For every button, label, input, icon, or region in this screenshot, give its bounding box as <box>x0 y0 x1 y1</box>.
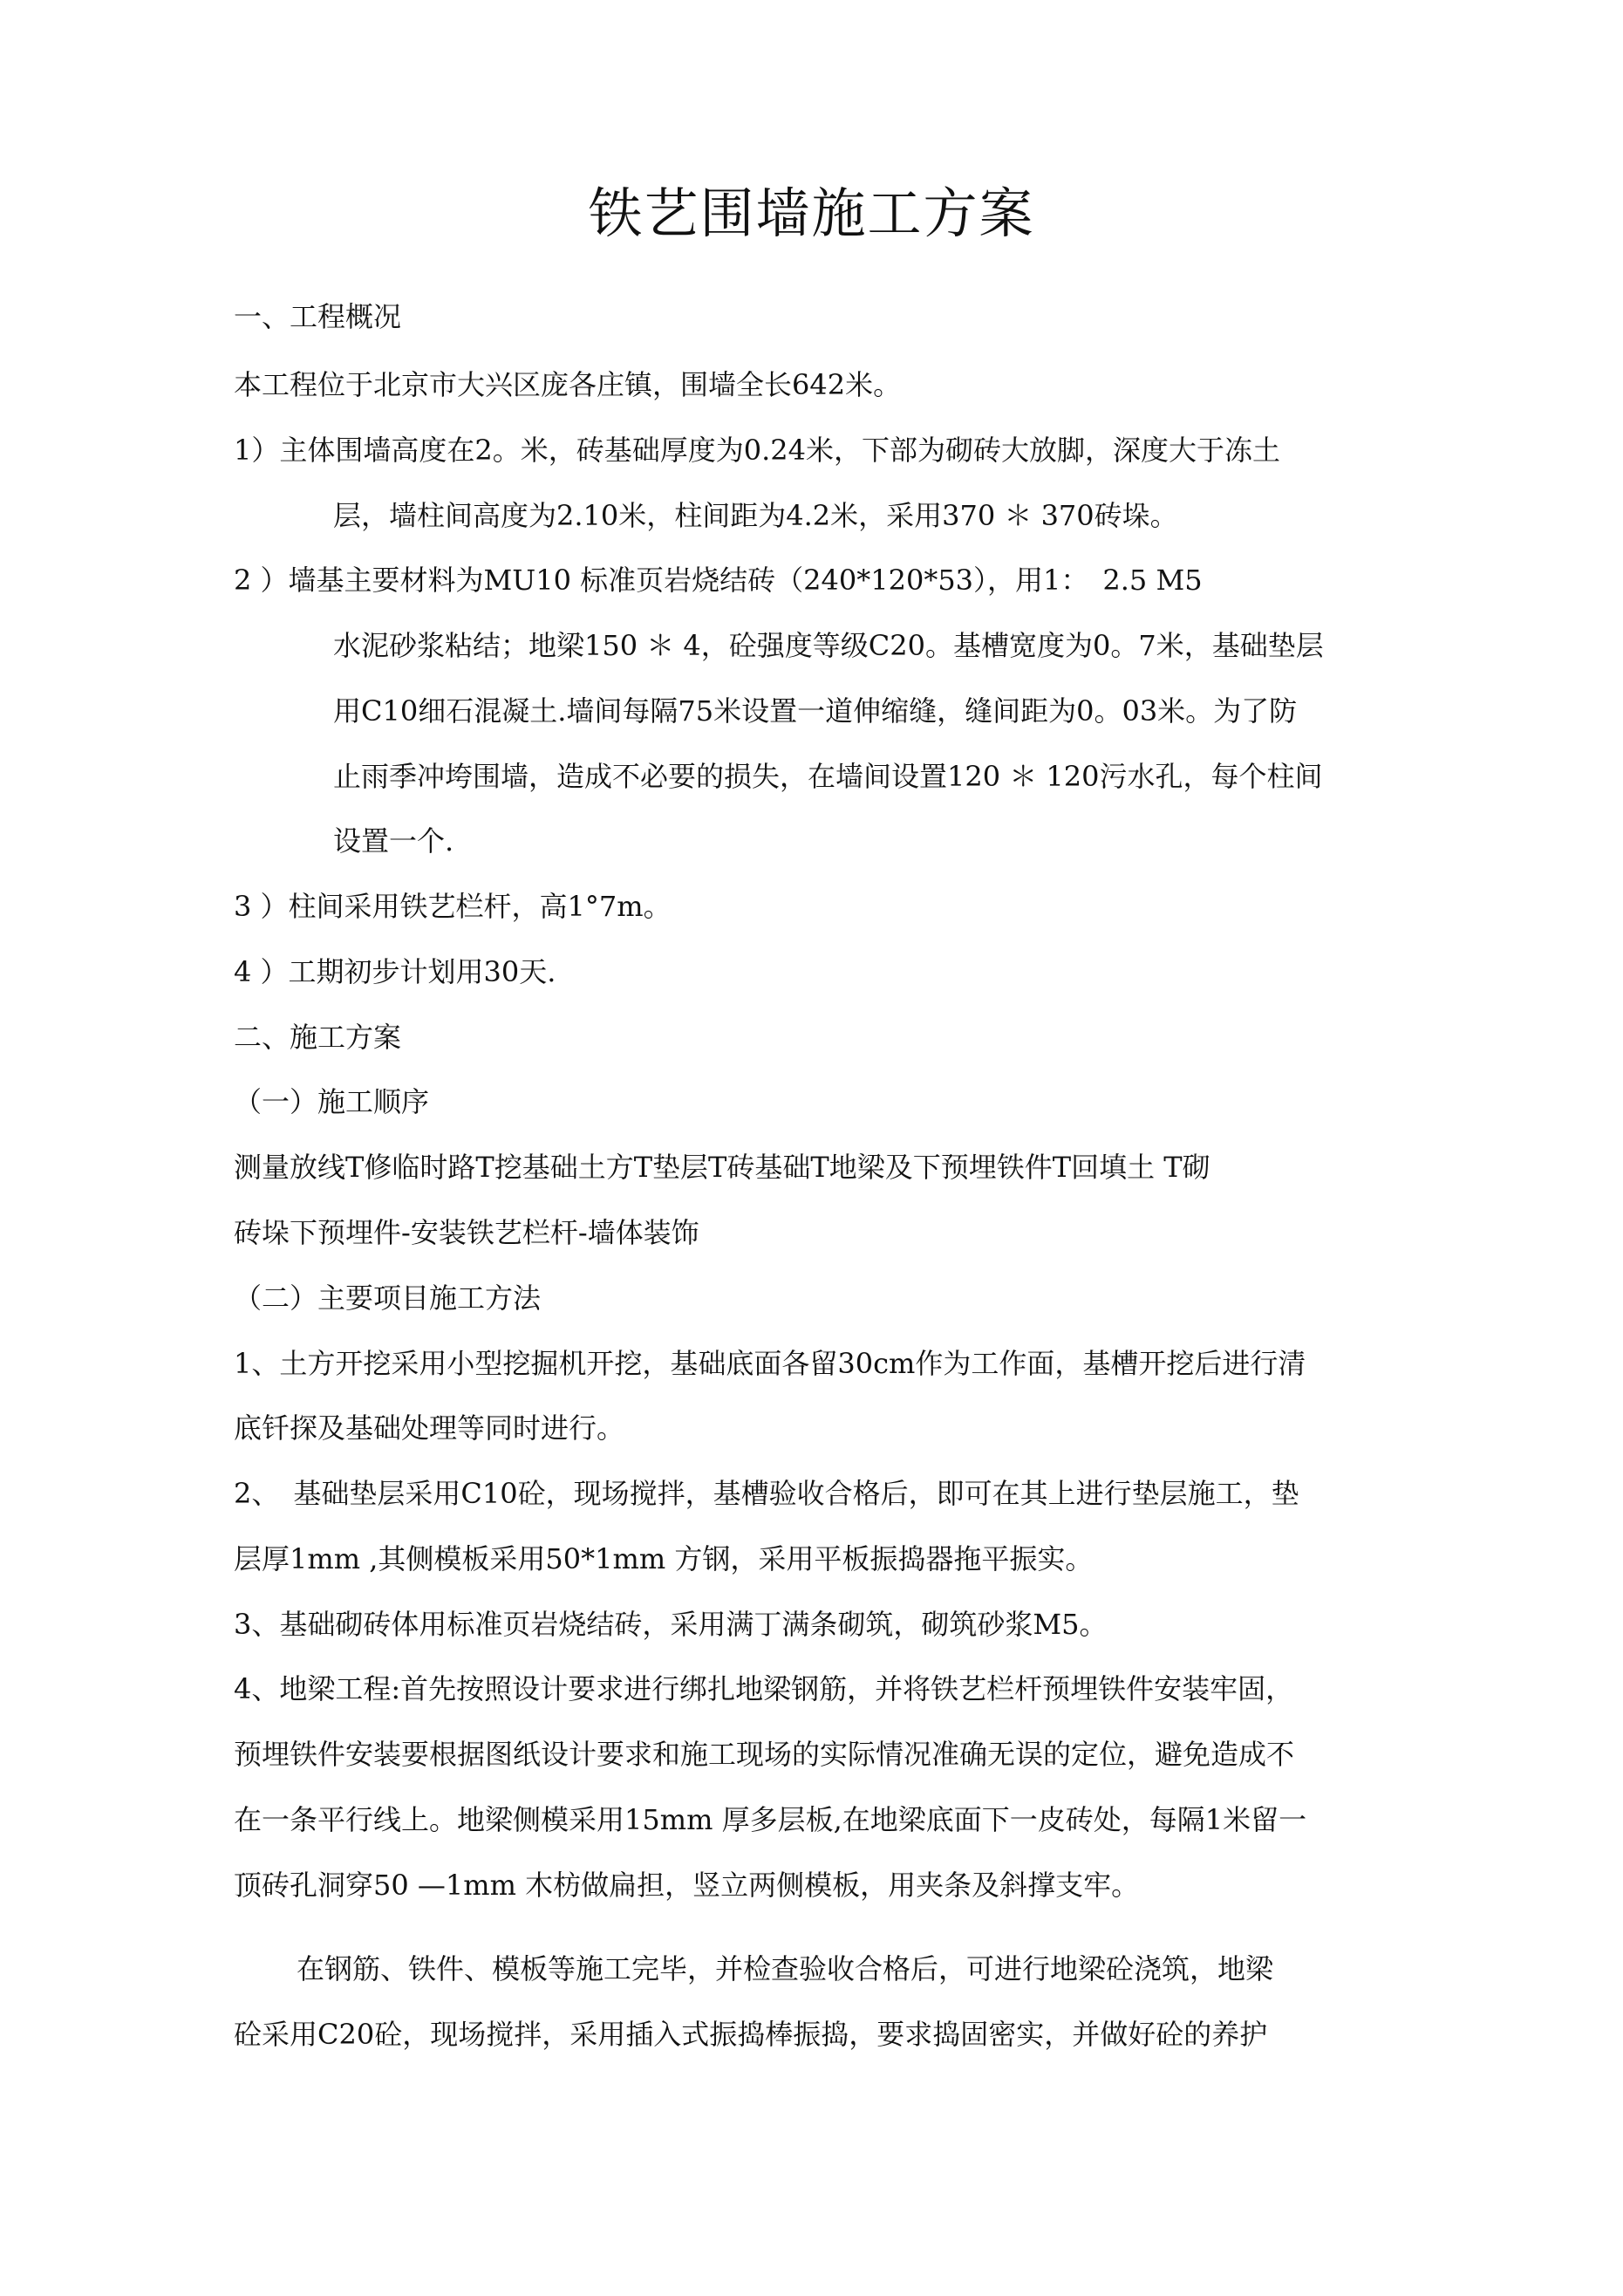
section-heading-plan: 二、施工方案 <box>234 1021 402 1054</box>
paragraph-line: 2、 基础垫层采用C10砼，现场搅拌，基槽验收合格后，即可在其上进行垫层施工，垫 <box>234 1477 1299 1510</box>
paragraph-line: 在一条平行线上。地梁侧模采用15mm 厚多层板,在地梁底面下一皮砖处，每隔1米留一 <box>234 1803 1307 1836</box>
paragraph-line: 底钎探及基础处理等同时进行。 <box>234 1411 625 1445</box>
list-item-line: 1）主体围墙高度在2。米，砖基础厚度为0.24米，下部为砌砖大放脚，深度大于冻土 <box>234 434 1280 467</box>
subsection-heading: （一）施工顺序 <box>234 1085 430 1118</box>
section-heading-overview: 一、工程概况 <box>234 300 402 333</box>
paragraph-line: 在钢筋、铁件、模板等施工完毕，并检查验收合格后，可进行地梁砼浇筑，地梁 <box>297 1952 1274 1985</box>
paragraph-line: 1、土方开挖采用小型挖掘机开挖，基础底面各留30cm作为工作面，基槽开挖后进行清 <box>234 1347 1306 1380</box>
list-item-line: 2 ）墙基主要材料为MU10 标准页岩烧结砖（240*120*53），用1： 2.5 M5 <box>234 564 1203 597</box>
paragraph-line: 4、地梁工程:首先按照设计要求进行绑扎地梁钢筋，并将铁艺栏杆预埋铁件安装牢固， <box>234 1672 1294 1705</box>
paragraph-line: 砖垛下预埋件-安装铁艺栏杆-墙体装饰 <box>234 1216 699 1249</box>
paragraph-line: 砼采用C20砼，现场搅拌，采用插入式振捣棒振捣，要求捣固密实，并做好砼的养护 <box>234 2018 1268 2051</box>
list-item-continuation: 止雨季冲垮围墙，造成不必要的损失，在墙间设置120 ＊ 120污水孔，每个柱间 <box>333 760 1323 793</box>
paragraph-line: 3、基础砌砖体用标准页岩烧结砖，采用满丁满条砌筑，砌筑砂浆M5。 <box>234 1608 1108 1641</box>
paragraph-line: 层厚1mm ,其侧模板采用50*1mm 方钢，采用平板振捣器拖平振实。 <box>234 1542 1094 1575</box>
list-item-continuation: 层，墙柱间高度为2.10米，柱间距为4.2米，采用370 ＊ 370砖垛。 <box>333 499 1178 532</box>
paragraph-line: 预埋铁件安装要根据图纸设计要求和施工现场的实际情况准确无误的定位，避免造成不 <box>234 1738 1295 1771</box>
subsection-heading: （二）主要项目施工方法 <box>234 1281 542 1315</box>
paragraph-line: 测量放线T修临时路T挖基础土方T垫层T砖基础T地梁及下预埋铁件T回填土 T砌 <box>234 1151 1210 1184</box>
list-item-continuation: 水泥砂浆粘结；地梁150 ＊ 4，砼强度等级C20。基槽宽度为0。7米，基础垫层 <box>333 629 1324 662</box>
document-title: 铁艺围墙施工方案 <box>588 181 1035 245</box>
list-item-continuation: 设置一个. <box>333 824 454 858</box>
list-item-continuation: 用C10细石混凝土.墙间每隔75米设置一道伸缩缝，缝间距为0。03米。为了防 <box>333 694 1298 728</box>
list-item-line: 4 ）工期初步计划用30天. <box>234 955 556 988</box>
paragraph-line: 顶砖孔洞穿50 —1mm 木枋做扁担，竖立两侧模板，用夹条及斜撑支牢。 <box>234 1869 1140 1902</box>
paragraph-line: 本工程位于北京市大兴区庞各庄镇，围墙全长642米。 <box>234 368 902 401</box>
list-item-line: 3 ）柱间采用铁艺栏杆，高1°7m。 <box>234 890 672 923</box>
